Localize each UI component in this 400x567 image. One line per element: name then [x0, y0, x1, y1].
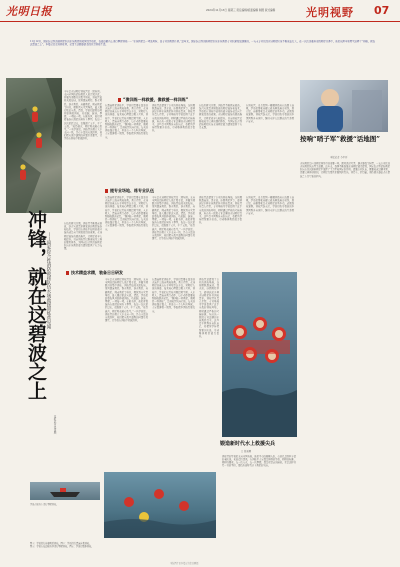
portrait-graphic — [300, 80, 388, 132]
photo-rock-climbing — [6, 78, 62, 213]
issue-meta: 2024年11月13日 星期三 责任编辑/版面编辑 制图 版式编辑 — [206, 9, 276, 12]
article-column-5: 在训练营，记者看到一艘艘冲锋舟在海面上疾驰，学员们驾驶舟艇完成各种高难度动作。教官说，舟艇驾驶是水域救援的基本功，必须熟练掌握。训练营结束后，学员们将带着新的本领回到各自岗位，继续守护人民群众的生命财产安全。 — [246, 104, 294, 123]
section-heading-3: 技术精益求精，装备日日研发 — [66, 270, 123, 276]
photo-note-2: 图③：学员在海边礁石区进行攀爬训练。图④：学员们集体训练。 — [30, 545, 94, 548]
article-column-3: 训练营还建设了专业的训练场地，包括模拟激流池、深水池、冰面救援区等，能够满足多种水域救援科目训练需求。训练营负责人介绍，专业场地为学员提供了近乎实战的训练环境，同时通过严格的考核标准，培养出一批批专业过硬的水域救援骨干。这些骨干回到各自队伍后，将把所学传授给更多队员，带动整体救援能力提升。 — [152, 104, 195, 133]
photo-credit: 本版图片由本报记者张景顺摄 — [170, 562, 199, 565]
climbers-graphic — [6, 78, 62, 213]
photo-note-1: 图①：学员进行舟艇救援训练。图②：学员进行漂流自救训练。 — [30, 542, 92, 545]
newspaper-logo: 光明日报 — [6, 5, 52, 18]
section-heading-2: 提专业场地、练专业队伍 — [105, 188, 154, 194]
photo-story-text: 训练营的学员们来自全国各地，他们中有的刚刚入队，有的已是经验丰富的老队员。无论资历深浅，在训练中大家都是同样的学员，同样的标准、同样的要求。每一次入水，每一次攀爬，都是对意志的磨炼。正是这样日复一日的坚持，锻造出新时代水上救援的尖兵。 — [222, 455, 296, 468]
photo-swimmers — [104, 472, 216, 538]
photo-boat — [30, 482, 100, 500]
feature-byline: 本报记者 张景顺 — [53, 415, 56, 435]
photo-rescuer-portrait — [300, 80, 388, 132]
feature-subtitle: ——国家综合性消防救援队伍水域救援训练营见闻 — [46, 232, 51, 329]
article-column-12: 在激流救援训练中，学员们需要在湍急的水流中完成自救和他救。教官介绍，水域救援的难点在于环境复杂多变，对救援人员的体能、技术和心理都是极大考验。训练中，学员们反复练习抛投救生绳、入水救人、漂流自救等动作，每个动作都要练到形成肌肉记忆。“像训练一样救援，像救援一样训练”，是训练营的座右铭。每天的训练强度很大，但没有一个人叫苦叫累，大家都铆着一股劲，争取把本领练得更扎实。 — [152, 278, 195, 313]
photo-team-in-water — [222, 272, 297, 437]
article-column-11: 今年是水域救援训练营第三期培训。来自全国的消防救援人员汇聚于此，开展为期数月的集中训练。训练营依托天然海域，设置激流救援、静水救援、潜水救援、舟艇救援、绳索救援等科目，模拟真实灾害场景，最大限度贴近实战。清晨，学员们迎着海风开始体能训练，负重跑、游泳、攀爬，一项接一项。在礁石区，他们背着装备在湿滑的岩石上攀登，海浪一次次拍打过来，衣服湿了又干，干了又湿。“练得越苦，救援时就越有底气。”一名学员说。训练营的教官大多来自一线，具有丰富的实战经验，他们把实战中遇到的问题带进课堂，让学员在训练中积累经验。 — [105, 278, 148, 323]
article-column-9: 在训练营，记者看到一艘艘冲锋舟在海面上疾驰，学员们驾驶舟艇完成各种高难度动作。教官说，舟艇驾驶是水域救援的基本功，必须熟练掌握。训练营结束后，学员们将带着新的本领回到各自岗位，继续守护人民群众的生命财产安全。 — [246, 196, 294, 215]
page-header — [0, 0, 400, 22]
commentary-title: 按响“哨子军”救援“话地图” — [300, 135, 380, 143]
article-column-7: 今年是水域救援训练营第三期培训。来自全国的消防救援人员汇聚于此，开展为期数月的集中训练。训练营依托天然海域，设置激流救援、静水救援、潜水救援、舟艇救援、绳索救援等科目，模拟真实灾害场景，最大限度贴近实战。清晨，学员们迎着海风开始体能训练，负重跑、游泳、攀爬，一项接一项。在礁石区，他们背着装备在湿滑的岩石上攀登，海浪一次次拍打过来，衣服湿了又干，干了又湿。“练得越苦，救援时就越有底气。”一名学员说。训练营的教官大多来自一线，具有丰富的实战经验，他们把实战中遇到的问题带进课堂，让学员在训练中积累经验。 — [152, 196, 195, 241]
article-column-8: 训练营还建设了专业的训练场地，包括模拟激流池、深水池、冰面救援区等，能够满足多种水域救援科目训练需求。训练营负责人介绍，专业场地为学员提供了近乎实战的训练环境，同时通过严格的考核标准，培养出一批批专业过硬的水域救援骨干。这些骨干回到各自队伍后，将把所学传授给更多队员，带动整体救援能力提升。 — [199, 196, 242, 225]
article-column-4: 在技术研究方面，训练营不断探索创新，结合实战需求研发新的救援装备和技术，学员们在训练中使用的部分装备就是自主研发改进的成果。水域救援装备的更新换代，让救援效率大幅提升。目前训练营已形成较为完善的课程体系，为国家综合性消防救援队伍水域救援能力建设提供了有力支撑。 — [199, 104, 242, 130]
lead-paragraph: 11月12日，国家综合性消防救援队伍水域救援训练营的学员们，在海边礁石上进行攀爬训练……“水域救援是一项高风险、高专业的救援任务。”近年来，国家综合性消防救援队伍水域救援专业队建设加速推进，一支支专业化的水域救援队伍不断成长壮大，在一次次急难险重的救援任务中，他们以担当和勇气诠释了“冲锋，就在这碧波之上”。本报记者走进训练营，记录下这群逐浪者的日常训练生活。 — [30, 40, 375, 47]
boat-graphic — [30, 482, 100, 500]
article-column-1: 今年是水域救援训练营第三期培训。来自全国的消防救援人员汇聚于此，开展为期数月的集中训练。训练营依托天然海域，设置激流救援、静水救援、潜水救援、舟艇救援、绳索救援等科目，模拟真实灾害场景，最大限度贴近实战。清晨，学员们迎着海风开始体能训练，负重跑、游泳、攀爬，一项接一项。在礁石区，他们背着装备在湿滑的岩石上攀登，海浪一次次拍打过来，衣服湿了又干，干了又湿。“练得越苦，救援时就越有底气。”一名学员说。训练营的教官大多来自一线，具有丰富的实战经验，他们把实战中遇到的问题带进课堂，让学员在训练中积累经验。 — [64, 90, 102, 141]
article-column-6: 在激流救援训练中，学员们需要在湍急的水流中完成自救和他救。教官介绍，水域救援的难点在于环境复杂多变，对救援人员的体能、技术和心理都是极大考验。训练中，学员们反复练习抛投救生绳、入水救人、漂流自救等动作，每个动作都要练到形成肌肉记忆。“像训练一样救援，像救援一样训练”，是训练营的座右铭。每天的训练强度很大，但没有一个人叫苦叫累，大家都铆着一股劲，争取把本领练得更扎实。 — [105, 196, 148, 231]
section-name: 光明视野 — [306, 6, 354, 19]
team-graphic — [222, 272, 297, 437]
section-heading-1: “像训练一样救援，像救援一样训练” — [118, 97, 188, 103]
photo-caption-1: 学员在礁石上进行攀爬训练。 — [30, 503, 59, 506]
feature-headline: 冲锋，就在这碧波之上 — [25, 210, 47, 400]
photo-story-title: 锻造新时代水上救援尖兵 — [220, 441, 276, 447]
commentary-byline: 本报记者 李中开 — [330, 156, 348, 159]
swimmers-graphic — [104, 472, 216, 538]
page-number: 07 — [374, 4, 390, 17]
photo-story-byline: □ 张景顺 — [241, 450, 252, 453]
article-column-13: 训练营还建设了专业的训练场地，包括模拟激流池、深水池、冰面救援区等，能够满足多种水域救援科目训练需求。训练营负责人介绍，专业场地为学员提供了近乎实战的训练环境，同时通过严格的考核标准，培养出一批批专业过硬的水域救援骨干。这些骨干回到各自队伍后，将把所学传授给更多队员，带动整体救援能力提升。 — [199, 278, 219, 338]
photo-notes — [30, 542, 280, 548]
article-column-2: 在激流救援训练中，学员们需要在湍急的水流中完成自救和他救。教官介绍，水域救援的难点在于环境复杂多变，对救援人员的体能、技术和心理都是极大考验。训练中，学员们反复练习抛投救生绳、入水救人、漂流自救等动作，每个动作都要练到形成肌肉记忆。“像训练一样救援，像救援一样训练”，是训练营的座右铭。每天的训练强度很大，但没有一个人叫苦叫累，大家都铆着一股劲，争取把本领练得更扎实。 — [105, 104, 148, 139]
article-column-10: 在技术研究方面，训练营不断探索创新，结合实战需求研发新的救援装备和技术，学员们在训练中使用的部分装备就是自主研发改进的成果。水域救援装备的更新换代，让救援效率大幅提升。目前训练营已形成较为完善的课程体系，为国家综合性消防救援队伍水域救援能力建设提供了有力支撑。 — [64, 222, 102, 251]
commentary-text: 水域救援是应急救援体系中的重要一环。面对洪涝灾害、溺水事故等险情，一支专业化的水域救援队伍至关重要。近年来，我国不断加强水域救援能力建设，国家综合性消防救援队伍在历次抢险救援中发挥了主力军和国家队作用。建强专业队伍，既要练就过硬本领，也要完善体制机制，让救援力量真正做到拉得出、冲得上、打得赢。期待更多逐浪者在碧波之上书写新的担当。 — [300, 162, 390, 178]
